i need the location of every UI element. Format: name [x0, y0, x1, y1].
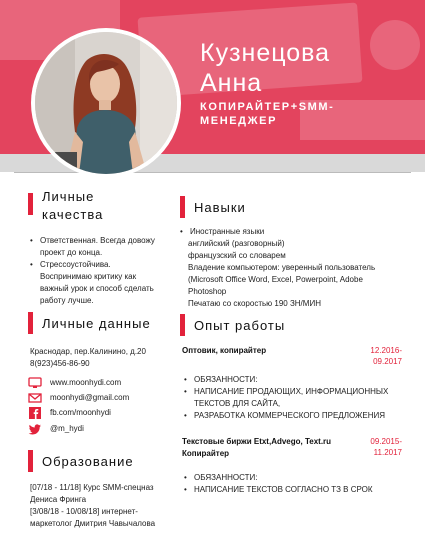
- list-item: • ОБЯЗАННОСТИ:: [184, 472, 409, 484]
- monitor-icon: [28, 376, 42, 390]
- job-title-line-1: КОПИРАЙТЕР+SMM-: [200, 101, 335, 113]
- section-heading: Опыт работы: [194, 318, 286, 333]
- skills-line: Печатаю со скоростью 190 ЗН/МИН: [188, 299, 321, 308]
- education-line: [07/18 - 11/18] Курс SMM-спецназ: [30, 483, 154, 492]
- profile-photo: [31, 28, 181, 178]
- section-experience: [180, 314, 380, 338]
- list-item: • НАПИСАНИЕ ТЕКСТОВ СОГЛАСНО ТЗ В СРОК: [184, 484, 409, 496]
- job-title: [182, 345, 362, 357]
- section-heading: Личные данные: [42, 316, 151, 331]
- heading-line-2: качества: [42, 207, 104, 222]
- date-line: 12.2016-: [370, 346, 402, 355]
- skills-line: английский (разговорный): [188, 239, 285, 248]
- list-item-line: проект до конца.: [40, 248, 103, 257]
- list-item: • ОБЯЗАННОСТИ:: [184, 374, 409, 386]
- section-personal-data: [28, 312, 178, 336]
- section-accent-bar: [28, 193, 33, 215]
- candidate-job-title: [200, 100, 410, 128]
- portrait-illustration: [35, 32, 177, 174]
- section-accent-bar: [180, 314, 185, 336]
- education-text: [30, 482, 190, 530]
- email-link[interactable]: moonhydi@gmail.com: [50, 393, 130, 402]
- list-item-line: важный урок и способ сделать: [40, 284, 154, 293]
- skills-details: [180, 238, 410, 310]
- job-title-line: Оптовик, копирайтер: [182, 346, 267, 355]
- education-line: [3/08/18 - 10/08/18] интернет-: [30, 507, 138, 516]
- envelope-icon: [28, 391, 42, 405]
- education-line: маркетолог Дмитрия Чавычалова: [30, 519, 156, 528]
- candidate-first-name: Анна: [200, 69, 263, 97]
- phone-text: 8(923)456-86-90: [30, 359, 90, 368]
- job-title-line-2: МЕНЕДЖЕР: [200, 115, 278, 127]
- job-dates: [340, 436, 402, 458]
- skills-line: (Microsoft Office Word, Excel, Powerpoint, Adobe: [188, 275, 363, 284]
- skills-text: [180, 226, 410, 310]
- skills-line: французский со словарем: [188, 251, 286, 260]
- job-title-line: Текстовые биржи Etxt,Advego, Text.ru: [182, 437, 332, 446]
- job-title-line: Копирайтер: [182, 449, 230, 458]
- section-heading: Образование: [42, 454, 134, 469]
- education-line: Дениса Фринга: [30, 495, 87, 504]
- candidate-name: [200, 38, 330, 98]
- section-accent-bar: [180, 196, 185, 218]
- list-item-line: ТЕКСТОВ ДЛЯ САЙТА,: [194, 399, 281, 408]
- list-item: [30, 235, 180, 259]
- list-item-line: Воспринимаю критику как: [40, 272, 137, 281]
- section-skills: [180, 196, 380, 220]
- job-dates: [340, 345, 402, 367]
- heading-line-1: Личные: [42, 189, 95, 204]
- twitter-handle[interactable]: @m_hydi: [50, 424, 84, 433]
- facebook-link[interactable]: fb.com/moonhydi: [50, 408, 111, 417]
- skills-line: Владение компьютером: уверенный пользователь: [188, 263, 376, 272]
- section-accent-bar: [28, 450, 33, 472]
- address-text: Краснодар, пер.Калинино, д.20: [30, 347, 146, 356]
- date-line: 09.2017: [373, 357, 402, 366]
- personal-qualities-list: [30, 235, 180, 307]
- list-item-line: • Стрессоустойчива.: [40, 260, 111, 269]
- candidate-surname: Кузнецова: [200, 39, 331, 67]
- section-heading: Навыки: [194, 200, 246, 215]
- address-block: [30, 346, 190, 370]
- header-divider: [14, 172, 411, 173]
- list-item-line: работу лучше.: [40, 296, 94, 305]
- list-item-line: • Ответственная. Всегда довожу: [40, 236, 155, 245]
- job-duties: [184, 472, 409, 496]
- date-line: 09.2015-: [370, 437, 402, 446]
- job-duties: [184, 374, 409, 422]
- header-background-cup: [370, 20, 420, 70]
- profile-photo-image: [35, 32, 177, 174]
- twitter-icon: [28, 422, 42, 436]
- list-item: • РАЗРАБОТКА КОММЕРЧЕСКОГО ПРЕДЛОЖЕНИЯ: [184, 410, 409, 422]
- list-item: [184, 386, 409, 410]
- list-item-line: • НАПИСАНИЕ ПРОДАЮЩИХ, ИНФОРМАЦИОННЫХ: [194, 387, 389, 396]
- facebook-icon: [28, 406, 42, 420]
- list-item: [30, 259, 180, 307]
- website-link[interactable]: www.moonhydi.com: [50, 378, 122, 387]
- section-personal-qualities: [28, 188, 178, 228]
- list-item: • Иностранные языки: [180, 226, 410, 238]
- skills-line: Photoshop: [188, 287, 227, 296]
- section-accent-bar: [28, 312, 33, 334]
- section-heading: [42, 188, 103, 224]
- date-line: 11.2017: [373, 448, 402, 457]
- section-education: [28, 450, 178, 474]
